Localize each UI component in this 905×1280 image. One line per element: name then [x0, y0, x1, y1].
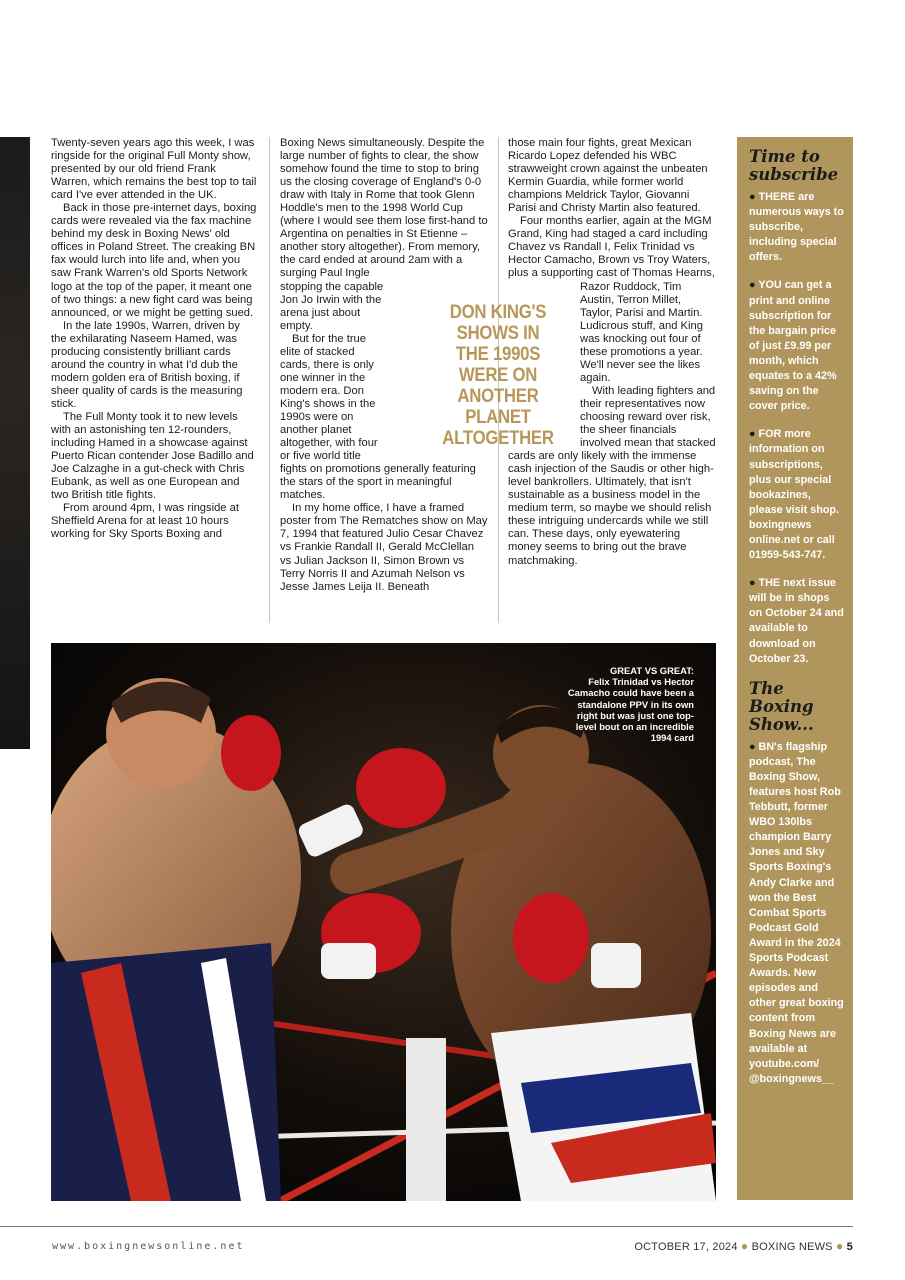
- paragraph: those main four fights, great Mexican Ricardo Lopez defended his WBC strawweight crown against the unbeaten Kermin Guardia, while former world champions Meldrick Taylor, Giovanni Parisi and Christy Martin also featured.: [508, 137, 708, 215]
- footer-url[interactable]: www.boxingnewsonline.net: [52, 1241, 245, 1252]
- adjacent-photo-edge: [0, 137, 30, 749]
- sidebar-paragraph: [749, 278, 845, 414]
- paragraph: Boxing News simultaneously. Despite the large number of fights to clear, the show somehow found the time to stop to bring us the closing coverage of England's 0-0 draw with Italy in Rome that took Glenn Hoddle's men to the 1998 World Cup (where I would see them lose first-hand to Argentina on penalties in St Etienne – another story altogether). From memory, the card ended at around 2am with a surging Paul Ingle stopping the capable Jon Jo Irwin with the arena just about empty.: [280, 137, 488, 332]
- bullet-icon: ●: [749, 740, 759, 753]
- boxing-photo: [51, 643, 716, 1201]
- sidebar-paragraph: [749, 427, 845, 563]
- dot-icon: ●: [835, 1239, 844, 1253]
- footer-publication: BOXING NEWS: [751, 1241, 833, 1253]
- bullet-icon: ●: [749, 577, 759, 590]
- article-column-1: [51, 137, 258, 623]
- paragraph: In my home office, I have a framed poster from The Rematches show on May 7, 1994 that featured Julio Cesar Chavez vs Frankie Randall II, Gerald McClellan vs Julian Jackson II, Simon Brown vs Terry Norris II and Azumah Nelson vs Jesse James Leija II. Beneath: [280, 502, 488, 593]
- caption-head: GREAT VS GREAT:: [609, 665, 694, 676]
- paragraph: The Full Monty took it to new levels with an astonishing ten 12-rounders, including Hamed in a showcase against Puerto Rican contender Jose Badillo and Joe Calzaghe in a gut-check with Chris Eubank, as well as one European and two British title fights.: [51, 410, 254, 502]
- photo-caption: [564, 665, 694, 743]
- footer-rule: [0, 1226, 853, 1227]
- paragraph: With leading fighters and their representatives now choosing reward over risk, the sheer financials involved mean that stacked cards are only likely with the immense cash injection of the Saudis or other high-level bankrollers. Ultimately, that isn't sustainable as a business model in the medium term, so maybe we should relish these intriguing undercards while we still can. These days, only eyewatering money seems to bring out the brave matchmaking.: [508, 384, 716, 567]
- sidebar-paragraph: [749, 740, 845, 1087]
- subscribe-sidebar: [737, 137, 853, 1200]
- footer-folio: [634, 1239, 853, 1253]
- bullet-icon: ●: [749, 279, 759, 292]
- sidebar-text: FOR more information on subscriptions, plus our special bookazines, please visit shop. boxingnews online.net or call 01959-543-747.: [749, 428, 840, 562]
- paragraph: But for the true elite of stacked cards, there is only one winner in the modern era. Don King's shows in the 1990s were on another planet altogether, with four or five world title fights on promotions generally featuring the stars of the sport in meaningful matches.: [280, 332, 476, 502]
- sidebar-heading: Time to subscribe: [749, 147, 839, 184]
- sidebar-paragraph: [749, 576, 845, 667]
- sidebar-text: BN's flagship podcast, The Boxing Show, features host Rob Tebbutt, former WBO 130lbs champion Barry Jones and Sky Sports Boxing's Andy Clarke and won the Best Combat Sports Podcast Gold Award in the 2024 Sports Podcast Awards. New episodes and other great boxing content from Boxing News are available at youtube.com/ @boxingnews__: [749, 740, 844, 1085]
- sidebar-heading: The Boxing Show...: [749, 678, 814, 734]
- caption-body: Felix Trinidad vs Hector Camacho could have been a standalone PPV in its own right but was just one top-level bout on an incredible 1994 card: [567, 676, 694, 744]
- sidebar-text: YOU can get a print and online subscription for the bargain price of just £9.99 per month, which equates to a 42% saving on the cover price.: [749, 279, 837, 413]
- paragraph: Four months earlier, again at the MGM Grand, King had staged a card including Chavez vs Randall I, Felix Trinidad vs Hector Camacho, Brown vs Troy Waters, plus a supporting cast of Thomas Hearns, Razor Ruddock, Tim Austin, Terron Millet, Taylor, Parisi and Martin. Ludicrous stuff, and King was knocking out four of these promotions a year. We'll never see the likes again.: [508, 215, 715, 384]
- sidebar-text: THERE are numerous ways to subscribe, including special offers.: [749, 191, 844, 264]
- sidebar-text: THE next issue will be in shops on October 24 and available to download on October 23.: [749, 577, 844, 665]
- sidebar-paragraph: [749, 190, 845, 265]
- paragraph: Back in those pre-internet days, boxing cards were revealed via the fax machine behind my desk in Boxing News' old offices in Poland Street. The creaking BN fax would lurch into life and, when you saw Frank Warren's old Sports Network logo at the top of the paper, it meant one of two things: a new fight card was being announced, or we might be getting sued.: [51, 202, 257, 319]
- page-number: 5: [846, 1241, 853, 1253]
- dot-icon: ●: [740, 1239, 749, 1253]
- bullet-icon: ●: [749, 191, 759, 203]
- bullet-icon: ●: [749, 428, 759, 441]
- paragraph: From around 4pm, I was ringside at Sheffield Arena for at least 10 hours working for Sky Sports Boxing and: [51, 502, 239, 541]
- footer-date: OCTOBER 17, 2024: [634, 1241, 738, 1253]
- paragraph: In the late 1990s, Warren, driven by the exhilarating Naseem Hamed, was producing consistently brilliant cards around the country in what I'd dub the modern golden era of British boxing, if sheer quality of cards is the measuring stick.: [51, 319, 243, 410]
- pull-quote: DON KING'S SHOWS IN THE 1990S WERE ON ANOTHER PLANET ALTOGETHER: [442, 301, 554, 449]
- column-divider: [269, 137, 270, 623]
- paragraph: Twenty-seven years ago this week, I was ringside for the original Full Monty show, presented by our old friend Frank Warren, which remains the best top to tail card I've ever attended in the UK.: [51, 137, 257, 202]
